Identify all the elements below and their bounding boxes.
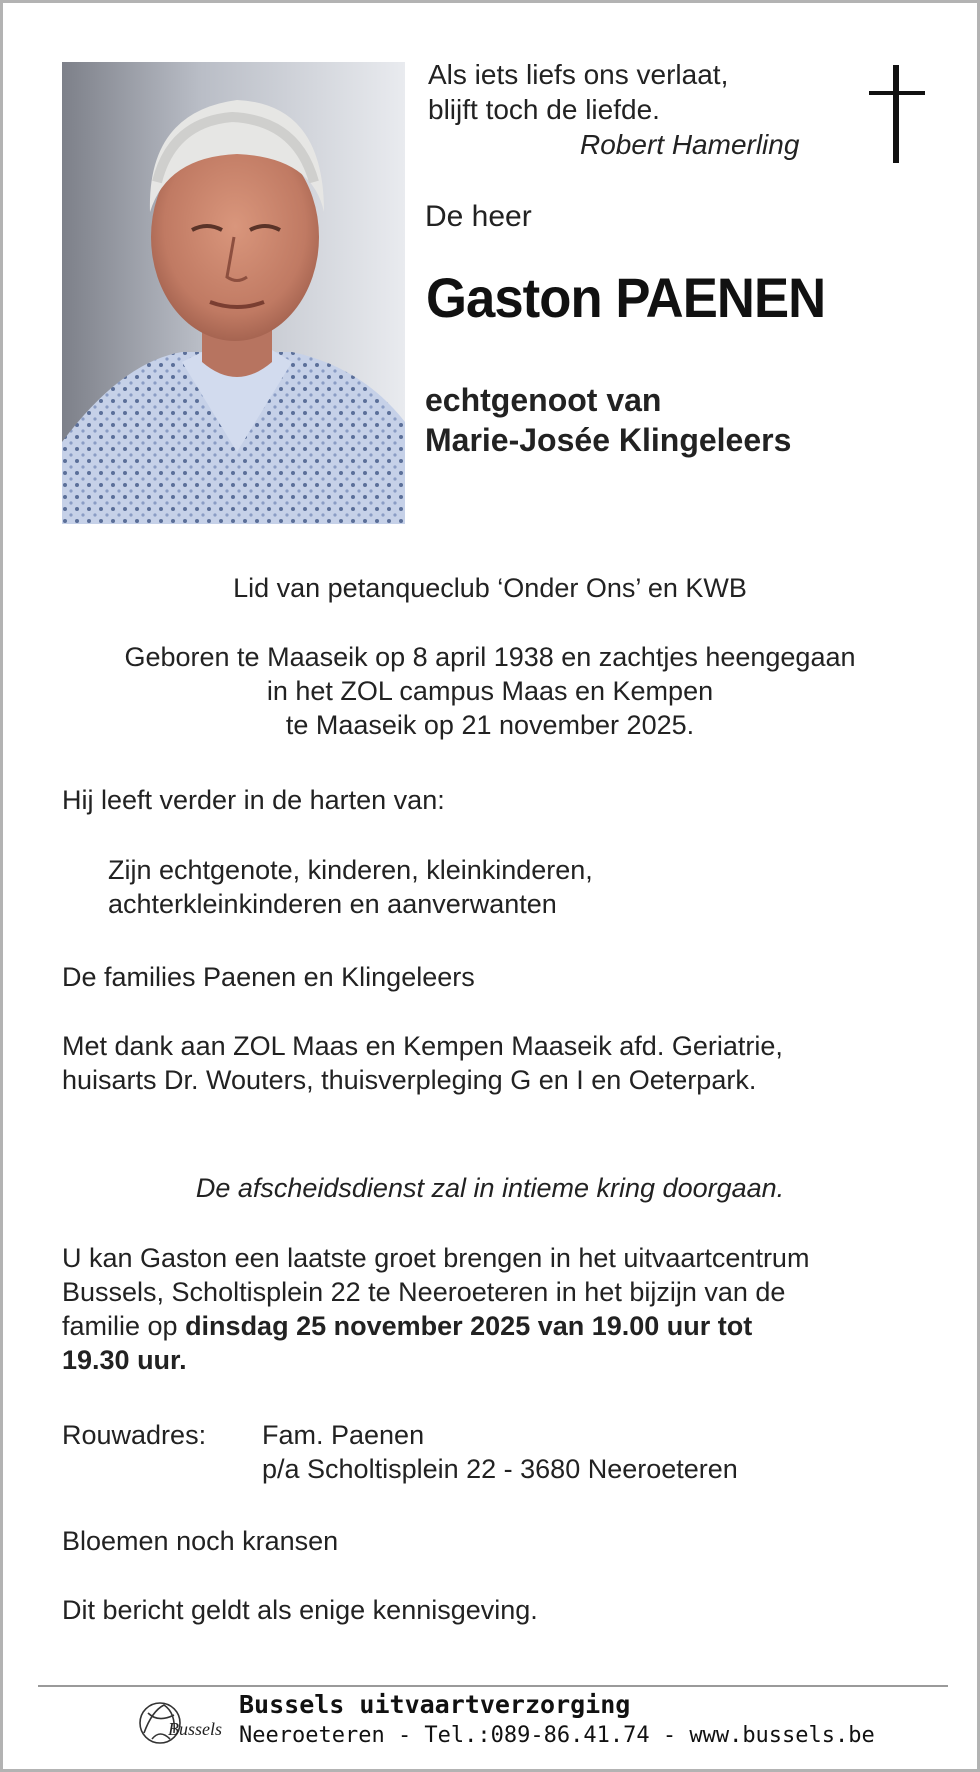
visit-datetime: dinsdag 25 november 2025 van 19.00 uur tot [185, 1311, 753, 1341]
families-text: De families Paenen en Klingeleers [62, 962, 475, 992]
visit-line-1: U kan Gaston een laatste groet brengen in het uitvaartcentrum [62, 1243, 810, 1273]
logo-text: Bussels [168, 1719, 222, 1739]
address-line-1: Fam. Paenen [262, 1420, 425, 1450]
service-text: De afscheidsdienst zal in intieme kring doorgaan. [195, 1173, 785, 1203]
address-row-1 [62, 1418, 738, 1452]
company-contact: Neeroeteren - Tel.:089-86.41.74 - www.bussels.be [239, 1723, 875, 1748]
company-name: Bussels uitvaartverzorging [239, 1690, 631, 1719]
visit-line-3 [62, 1309, 809, 1343]
visit-text [62, 1241, 809, 1377]
visit-end-time: 19.30 uur. [62, 1345, 187, 1375]
thanks-line-1: Met dank aan ZOL Maas en Kempen Maaseik afd. Geriatrie, [62, 1031, 783, 1061]
family-list [108, 853, 593, 921]
family-line-1: Zijn echtgenote, kinderen, kleinkinderen, [108, 855, 593, 885]
deceased-name: Gaston PAENEN [426, 266, 826, 329]
footer-divider [38, 1685, 948, 1687]
thanks-line-2: huisarts Dr. Wouters, thuisverpleging G en I en Oeterpark. [62, 1065, 757, 1095]
membership-text: Lid van petanqueclub ‘Onder Ons’ en KWB [233, 573, 747, 603]
notice-text: Dit bericht geldt als enige kennisgeving. [62, 1595, 538, 1625]
visit-line-3-pre: familie op [62, 1311, 186, 1341]
birth-line-3: te Maaseik op 21 november 2025. [285, 710, 695, 740]
visit-line-4 [62, 1343, 809, 1377]
visit-line-2: Bussels, Scholtisplein 22 te Neeroeteren in het bijzijn van de [62, 1277, 786, 1307]
mourning-address [62, 1418, 738, 1486]
cross-icon [869, 65, 925, 163]
address-line-2: p/a Scholtisplein 22 - 3680 Neeroeteren [262, 1454, 738, 1484]
address-label: Rouwadres: [62, 1420, 207, 1450]
memorial-quote [428, 57, 799, 162]
portrait-photo [62, 62, 405, 524]
spouse-line-2: Marie-Josée Klingeleers [425, 422, 792, 458]
spouse-info [425, 380, 791, 460]
deceased-prefix: De heer [425, 200, 532, 233]
spouse-line-1: echtgenoot van [425, 382, 662, 418]
birth-death-text [3, 640, 977, 742]
lives-on-heading: Hij leeft verder in de harten van: [62, 785, 445, 815]
birth-line-1: Geboren te Maaseik op 8 april 1938 en zachtjes heengegaan [124, 642, 856, 672]
quote-author: Robert Hamerling [580, 129, 800, 160]
quote-line-1: Als iets liefs ons verlaat, [428, 59, 729, 90]
birth-line-2: in het ZOL campus Maas en Kempen [266, 676, 714, 706]
family-line-2: achterkleinkinderen en aanverwanten [108, 889, 557, 919]
thanks-text [62, 1029, 783, 1097]
flowers-text: Bloemen noch kransen [62, 1526, 339, 1556]
quote-line-2: blijft toch de liefde. [428, 94, 660, 125]
bussels-logo [134, 1693, 226, 1755]
